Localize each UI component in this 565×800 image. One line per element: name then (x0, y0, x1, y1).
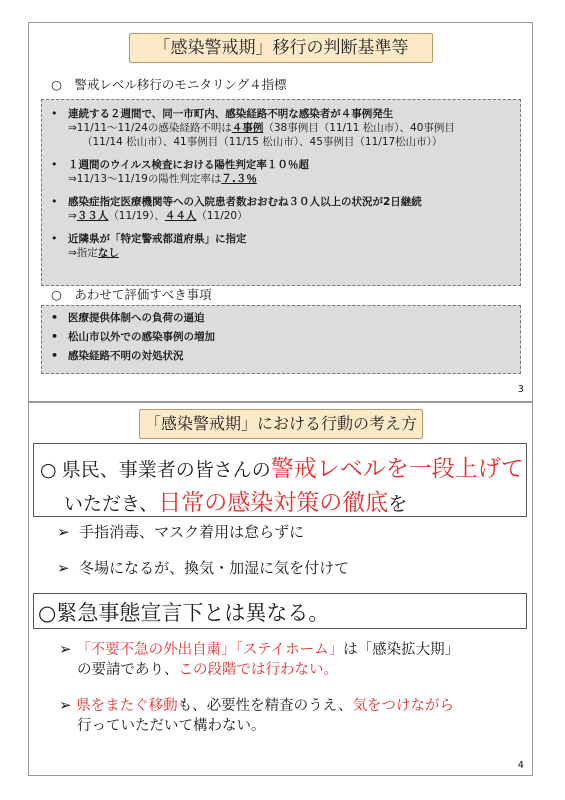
page-number: 3 (517, 384, 524, 395)
evaluation-heading: ○ あわせて評価すべき事項 (51, 287, 212, 302)
evaluation-box (41, 305, 521, 374)
indicator-4: • 近隣県が「特定警戒都道府県」に指定 ⇒指定なし (51, 232, 247, 259)
slide-3 (28, 22, 533, 402)
evaluation-item: • 感染経路不明の対処状況 (51, 349, 184, 362)
page-number: 4 (517, 760, 524, 771)
indicators-box (41, 99, 521, 286)
indicator-3: • 感染症指定医療機関等への入院患者数おおむね３０人以上の状況が2日継続 ⇒３３人（11/19）、４４人（11/20） (51, 195, 422, 222)
evaluation-item: • 医療提供体制への負荷の逼迫 (51, 311, 205, 324)
indicator-2: • １週間のウイルス検査における陽性判定率１０％超 ⇒11/13～11/19の陽性判定率は７.３％ (51, 158, 309, 185)
alert-level-box: ○ 県民、事業者の皆さんの警戒レベルを一段上げて いただき、日常の感染対策の徹底を (33, 443, 527, 517)
emergency-box: ○緊急事態宣言下とは異なる。 (33, 593, 527, 629)
monitoring-heading: ○ 警戒レベル移行のモニタリング４指標 (51, 77, 287, 92)
note-stay-home: ➢ 「不要不急の外出自粛」「ステイホーム」は「感染拡大期」 の要請であり、この段階では行わない。 (59, 640, 460, 678)
note-travel: ➢ 県をまたぐ移動も、必要性を精査のうえ、気をつけながら 行っていただいて構わない。 (59, 696, 455, 734)
slide-4 (28, 402, 533, 776)
bullet-hand-mask: ➢ 手指消毒、マスク着用は怠らずに (57, 523, 305, 541)
bullet-ventilation: ➢ 冬場になるが、換気・加湿に気を付けて (57, 559, 350, 577)
evaluation-item: • 松山市以外での感染事例の増加 (51, 330, 215, 343)
slide-3-title: 「感染警戒期」移行の判断基準等 (129, 33, 433, 63)
slide-4-title: 「感染警戒期」における行動の考え方 (139, 409, 423, 439)
indicator-1: • 連続する２週間で、同一市町内、感染経路不明な感染者が４事例発生 ⇒11/11～11/24の感染経路不明は４事例（38事例目（11/11 松山市）、40事例目 （11/14 松山市）、41事例目（11/15 松山市）、45事例目（11/17松山市）） (51, 107, 455, 148)
